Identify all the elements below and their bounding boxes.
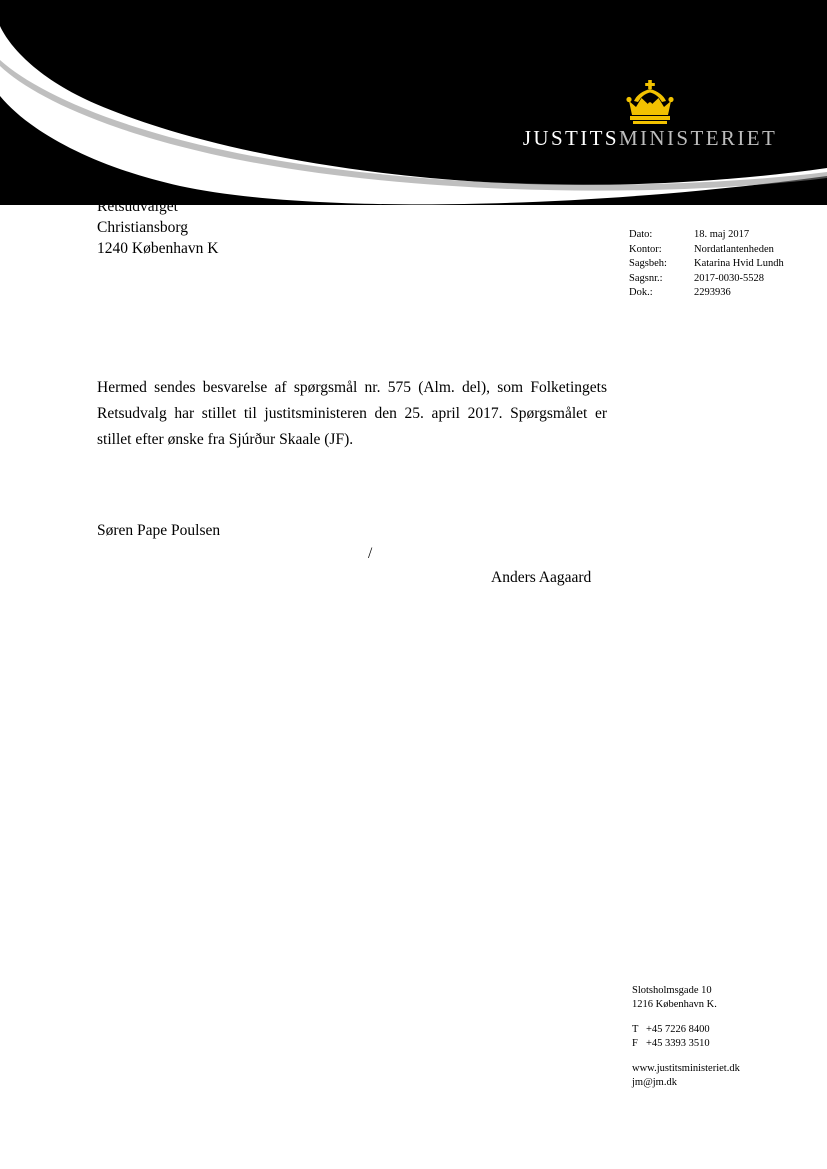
footer-address-line-1: Slotsholmsgade 10 (632, 985, 712, 996)
footer-address (632, 984, 740, 1011)
footer-address-line-2: 1216 København K. (632, 998, 717, 1010)
phone-number: +45 7226 8400 (646, 1024, 710, 1035)
phone-tag: T (632, 1024, 639, 1035)
recipient-address (97, 196, 218, 259)
crown-icon (622, 80, 678, 124)
wordmark-justits: JUSTITS (522, 126, 619, 150)
footer-contact (632, 984, 740, 1089)
footer-phone-row (632, 1023, 740, 1037)
metadata-row (629, 272, 784, 287)
ministry-wordmark (520, 128, 780, 149)
letter-body: Hermed sendes besvarelse af spørgsmål nr. 575 (Alm. del), som Folketingets Retsudvalg har stillet til justitsministeren den 25. april 2017. Spørgsmålet er stillet efter ønske fra Sjúrður Skaale (JF). (97, 379, 607, 448)
metadata-label: Dato: (629, 229, 653, 240)
recipient-line-3: 1240 København K (97, 240, 219, 257)
metadata-value: 18. maj 2017 (694, 229, 750, 240)
metadata-row (629, 286, 784, 301)
footer-email[interactable]: jm@jm.dk (632, 1076, 677, 1088)
metadata-value: 2293936 (694, 287, 731, 298)
footer-fax-row (632, 1037, 740, 1051)
recipient-line-2: Christiansborg (97, 219, 188, 236)
metadata-label: Sagsnr.: (629, 272, 663, 284)
fax-tag: F (632, 1037, 638, 1049)
metadata-value: 2017-0030-5528 (694, 272, 764, 284)
signature-separator: / (368, 545, 373, 562)
signature-minister: Søren Pape Poulsen (97, 522, 221, 539)
metadata-label: Dok.: (629, 287, 653, 298)
footer-phone-group (632, 1023, 740, 1050)
recipient-line-1: Retsudvalget (97, 198, 178, 215)
metadata-row (629, 243, 784, 258)
ministry-logo (520, 80, 780, 170)
metadata-row (629, 228, 784, 243)
wordmark-ministeriet: MINISTERIET (618, 126, 778, 150)
department-label: Civilafdelingen (615, 159, 685, 170)
signature-official: Anders Aagaard (491, 569, 592, 586)
letter-metadata (629, 228, 784, 301)
metadata-label: Kontor: (629, 243, 662, 255)
metadata-row (629, 257, 784, 272)
metadata-label: Sagsbeh: (629, 258, 667, 269)
footer-web-group (632, 1062, 740, 1089)
metadata-value: Nordatlantenheden (694, 243, 774, 255)
fax-number: +45 3393 3510 (646, 1037, 710, 1049)
footer-website[interactable]: www.justitsministeriet.dk (632, 1063, 740, 1074)
metadata-value: Katarina Hvid Lundh (694, 258, 784, 269)
